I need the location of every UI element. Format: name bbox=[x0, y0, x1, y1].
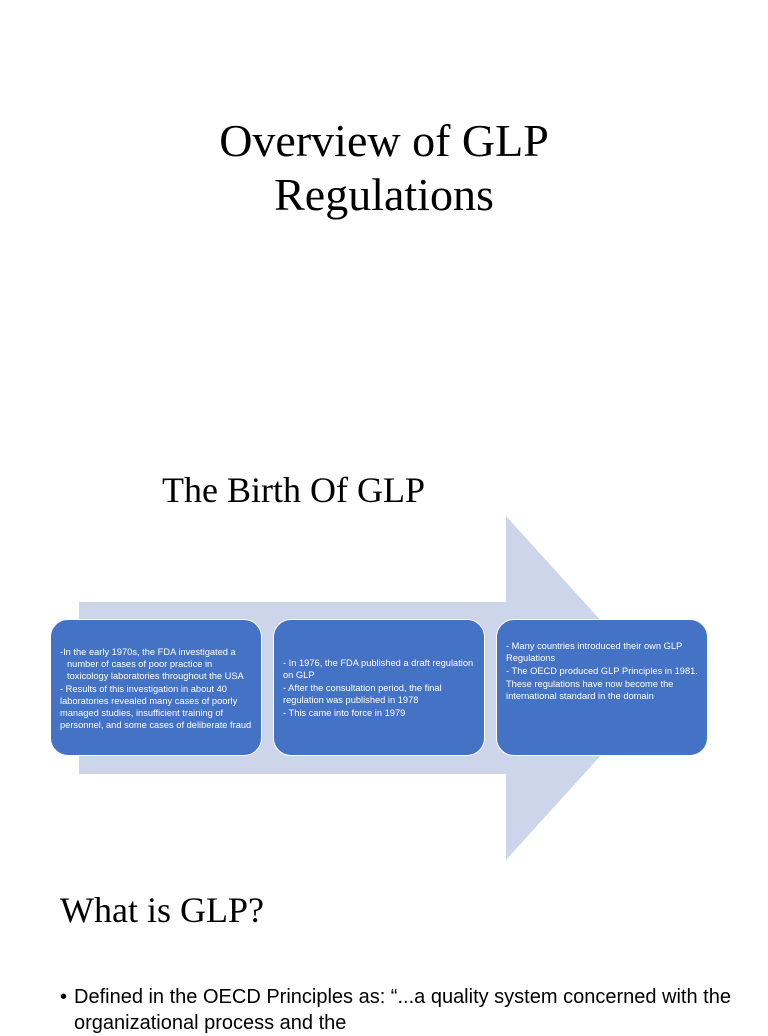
box-2-line-1: - In 1976, the FDA published a draft regulation on GLP bbox=[283, 658, 474, 680]
what-is-glp-title: What is GLP? bbox=[60, 890, 264, 930]
slide-title-line-1: Overview of GLP bbox=[219, 115, 549, 166]
timeline-box-1976 bbox=[273, 619, 485, 756]
box-2-line-2: - After the consultation period, the final regulation was published in 1978 bbox=[283, 683, 442, 705]
box-2-line-3: - This came into force in 1979 bbox=[283, 708, 406, 718]
slide-title-line-2: Regulations bbox=[274, 169, 494, 220]
box-1-line-1: -In the early 1970s, the FDA investigated a number of cases of poor practice in toxicology laboratories throughout the USA bbox=[60, 646, 244, 681]
bullet-dot: • bbox=[60, 986, 68, 1008]
box-3-line-1: - Many countries introduced their own GLP Regulations bbox=[506, 641, 683, 663]
timeline-box-1970s bbox=[50, 619, 262, 756]
definition-bullet bbox=[60, 984, 750, 1036]
definition-text: Defined in the OECD Principles as: “...a quality system concerned with the organizational process and the bbox=[74, 986, 731, 1034]
box-3-line-2: - The OECD produced GLP Principles in 1981. bbox=[506, 666, 698, 676]
birth-of-glp-title: The Birth Of GLP bbox=[162, 470, 425, 510]
box-3-line-3: These regulations have now become the international standard in the domain bbox=[506, 679, 674, 701]
timeline-box-1981 bbox=[496, 619, 708, 756]
box-1-line-2: - Results of this investigation in about 40 laboratories revealed many cases of poorly managed studies, insufficient training of personnel, and some cases of deliberate fraud bbox=[60, 683, 252, 730]
